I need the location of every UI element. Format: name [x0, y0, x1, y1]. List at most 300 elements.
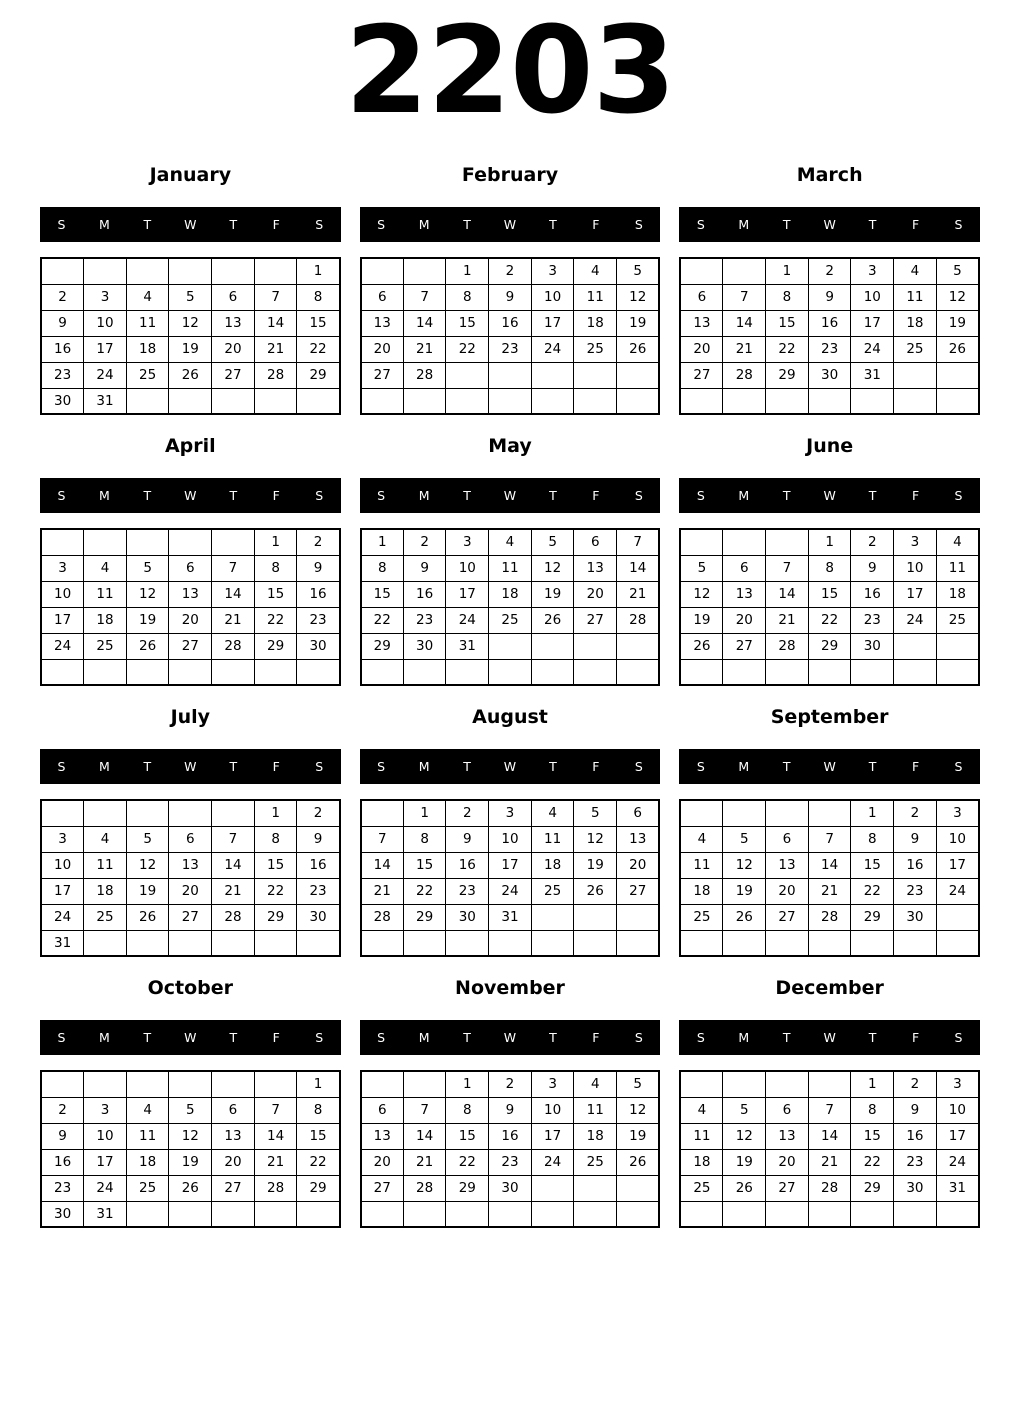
empty-day-cell: [617, 1201, 660, 1227]
empty-day-cell: [766, 529, 809, 555]
weekday-label: M: [738, 488, 750, 503]
empty-day-cell: [446, 930, 489, 956]
day-cell: 17: [851, 310, 894, 336]
weekday-label: W: [184, 759, 197, 774]
weekday-label: T: [143, 488, 152, 503]
day-cell: 7: [212, 555, 255, 581]
day-cell: 30: [297, 633, 340, 659]
days-table: [360, 528, 661, 686]
weekday-label: T: [463, 1030, 471, 1045]
months-grid: [0, 144, 1020, 1228]
weekday-label: F: [911, 488, 920, 503]
day-cell: 5: [126, 826, 169, 852]
day-cell: 1: [297, 1071, 340, 1097]
day-cell: 6: [766, 1097, 809, 1123]
day-cell: 12: [531, 555, 574, 581]
day-cell: 27: [212, 1175, 255, 1201]
day-cell: 16: [297, 581, 340, 607]
day-cell: 19: [936, 310, 979, 336]
day-cell: 20: [680, 336, 723, 362]
day-cell: 5: [126, 555, 169, 581]
day-cell: 29: [403, 904, 446, 930]
day-cell: 21: [212, 878, 255, 904]
week-row: [361, 258, 660, 284]
day-cell: 28: [403, 362, 446, 388]
day-cell: 11: [84, 581, 127, 607]
days-table: [679, 257, 980, 415]
weekday-label: S: [315, 759, 324, 774]
day-cell: 1: [446, 258, 489, 284]
day-cell: 26: [126, 633, 169, 659]
month-january: [40, 144, 341, 415]
weekday-label: S: [954, 488, 963, 503]
day-cell: 27: [723, 633, 766, 659]
day-cell: 3: [84, 1097, 127, 1123]
day-cell: 20: [169, 607, 212, 633]
week-row: [361, 826, 660, 852]
empty-day-cell: [126, 1071, 169, 1097]
empty-day-cell: [574, 1201, 617, 1227]
day-cell: 13: [212, 1123, 255, 1149]
day-cell: 8: [446, 1097, 489, 1123]
day-cell: 22: [446, 336, 489, 362]
empty-day-cell: [723, 1071, 766, 1097]
day-cell: 5: [936, 258, 979, 284]
days-table: [360, 1070, 661, 1228]
weekday-label: S: [57, 1030, 66, 1045]
day-cell: 9: [41, 1123, 84, 1149]
weekday-label: T: [782, 1030, 791, 1045]
empty-day-cell: [936, 1201, 979, 1227]
day-cell: 2: [297, 529, 340, 555]
day-cell: 13: [212, 310, 255, 336]
week-row: [680, 607, 979, 633]
empty-day-cell: [84, 659, 127, 685]
day-cell: 17: [531, 310, 574, 336]
day-cell: 25: [894, 336, 937, 362]
week-row: [361, 310, 660, 336]
empty-day-cell: [936, 362, 979, 388]
empty-day-cell: [41, 1071, 84, 1097]
day-cell: 21: [403, 336, 446, 362]
weekday-header-band: [40, 749, 341, 784]
empty-day-cell: [766, 1201, 809, 1227]
day-cell: 26: [617, 336, 660, 362]
month-title: March: [796, 164, 863, 186]
day-cell: 6: [212, 1097, 255, 1123]
day-cell: 9: [41, 310, 84, 336]
day-cell: 3: [936, 1071, 979, 1097]
empty-day-cell: [84, 930, 127, 956]
days-table: [40, 528, 341, 686]
empty-day-cell: [680, 659, 723, 685]
day-cell: 9: [894, 1097, 937, 1123]
day-cell: 23: [808, 336, 851, 362]
empty-day-cell: [617, 362, 660, 388]
day-cell: 16: [41, 1149, 84, 1175]
day-cell: 8: [254, 555, 297, 581]
empty-day-cell: [723, 659, 766, 685]
day-cell: 6: [169, 555, 212, 581]
day-cell: 11: [84, 852, 127, 878]
day-cell: 7: [808, 1097, 851, 1123]
week-row: [41, 284, 340, 310]
week-row: [361, 800, 660, 826]
day-cell: 6: [617, 800, 660, 826]
empty-day-cell: [723, 800, 766, 826]
empty-day-cell: [766, 800, 809, 826]
empty-day-cell: [808, 800, 851, 826]
weekday-label: M: [99, 488, 110, 503]
day-cell: 30: [894, 904, 937, 930]
day-cell: 21: [723, 336, 766, 362]
week-row: [361, 878, 660, 904]
day-cell: 24: [936, 1149, 979, 1175]
day-cell: 16: [403, 581, 446, 607]
day-cell: 14: [254, 1123, 297, 1149]
day-cell: 30: [41, 388, 84, 414]
day-cell: 26: [723, 1175, 766, 1201]
week-row: [41, 607, 340, 633]
weekday-label: W: [503, 488, 517, 503]
day-cell: 19: [126, 607, 169, 633]
day-cell: 27: [361, 362, 404, 388]
empty-day-cell: [361, 930, 404, 956]
month-title: August: [472, 706, 548, 728]
day-cell: 10: [41, 852, 84, 878]
week-row: [361, 581, 660, 607]
day-cell: 25: [574, 1149, 617, 1175]
day-cell: 15: [254, 852, 297, 878]
day-cell: 20: [723, 607, 766, 633]
empty-day-cell: [766, 930, 809, 956]
empty-day-cell: [212, 258, 255, 284]
empty-day-cell: [254, 1071, 297, 1097]
day-cell: 8: [766, 284, 809, 310]
week-row: [361, 362, 660, 388]
day-cell: 20: [169, 878, 212, 904]
day-cell: 28: [808, 1175, 851, 1201]
weekday-label: W: [503, 1030, 517, 1045]
day-cell: 1: [254, 529, 297, 555]
weekday-header-band: [40, 1020, 341, 1055]
day-cell: 12: [126, 581, 169, 607]
days-table: [679, 799, 980, 957]
month-title: May: [488, 435, 532, 457]
weekday-header-band: [679, 207, 980, 242]
weekday-label: T: [549, 488, 557, 503]
empty-day-cell: [297, 388, 340, 414]
empty-day-cell: [84, 800, 127, 826]
day-cell: 5: [617, 1071, 660, 1097]
empty-day-cell: [723, 529, 766, 555]
day-cell: 23: [297, 607, 340, 633]
day-cell: 1: [361, 529, 404, 555]
days-table: [360, 257, 661, 415]
day-cell: 28: [808, 904, 851, 930]
empty-day-cell: [894, 659, 937, 685]
empty-day-cell: [212, 1201, 255, 1227]
empty-day-cell: [936, 904, 979, 930]
week-row: [680, 581, 979, 607]
day-cell: 1: [297, 258, 340, 284]
day-cell: 4: [680, 1097, 723, 1123]
day-cell: 29: [254, 904, 297, 930]
empty-day-cell: [126, 659, 169, 685]
weekday-label: F: [272, 488, 280, 503]
empty-day-cell: [489, 1201, 532, 1227]
week-row: [680, 904, 979, 930]
day-cell: 3: [894, 529, 937, 555]
week-row: [361, 336, 660, 362]
day-cell: 18: [936, 581, 979, 607]
weekday-label: M: [99, 1030, 110, 1045]
day-cell: 22: [361, 607, 404, 633]
empty-day-cell: [680, 529, 723, 555]
day-cell: 15: [766, 310, 809, 336]
day-cell: 14: [808, 852, 851, 878]
weekday-label: M: [99, 759, 110, 774]
day-cell: 6: [361, 1097, 404, 1123]
day-cell: 10: [936, 826, 979, 852]
empty-day-cell: [212, 930, 255, 956]
empty-day-cell: [723, 258, 766, 284]
week-row: [41, 904, 340, 930]
day-cell: 5: [723, 1097, 766, 1123]
empty-day-cell: [361, 258, 404, 284]
day-cell: 19: [617, 310, 660, 336]
day-cell: 15: [446, 1123, 489, 1149]
day-cell: 29: [254, 633, 297, 659]
day-cell: 29: [446, 1175, 489, 1201]
day-cell: 17: [84, 336, 127, 362]
week-row: [41, 1149, 340, 1175]
day-cell: 19: [723, 1149, 766, 1175]
day-cell: 3: [446, 529, 489, 555]
weekday-label: M: [418, 217, 430, 232]
weekday-header-band: [40, 478, 341, 513]
day-cell: 12: [617, 284, 660, 310]
day-cell: 4: [84, 555, 127, 581]
weekday-header-band: [40, 207, 341, 242]
day-cell: 20: [617, 852, 660, 878]
week-row: [680, 284, 979, 310]
empty-day-cell: [169, 930, 212, 956]
weekday-header-band: [360, 207, 661, 242]
day-cell: 29: [851, 904, 894, 930]
day-cell: 22: [851, 1149, 894, 1175]
day-cell: 26: [723, 904, 766, 930]
empty-day-cell: [723, 1201, 766, 1227]
empty-day-cell: [254, 388, 297, 414]
day-cell: 14: [254, 310, 297, 336]
weekday-label: M: [738, 217, 750, 232]
week-row: [41, 388, 340, 414]
day-cell: 30: [403, 633, 446, 659]
day-cell: 3: [41, 555, 84, 581]
empty-day-cell: [894, 633, 937, 659]
day-cell: 7: [403, 1097, 446, 1123]
month-title: January: [149, 164, 232, 186]
empty-day-cell: [531, 904, 574, 930]
day-cell: 24: [41, 633, 84, 659]
day-cell: 4: [126, 1097, 169, 1123]
weekday-label: F: [272, 1030, 280, 1045]
empty-day-cell: [489, 659, 532, 685]
day-cell: 20: [361, 1149, 404, 1175]
day-cell: 29: [297, 362, 340, 388]
weekday-label: S: [954, 217, 963, 232]
day-cell: 2: [297, 800, 340, 826]
weekday-label: S: [696, 488, 705, 503]
empty-day-cell: [169, 258, 212, 284]
day-cell: 28: [617, 607, 660, 633]
day-cell: 4: [936, 529, 979, 555]
day-cell: 4: [126, 284, 169, 310]
empty-day-cell: [403, 930, 446, 956]
day-cell: 24: [936, 878, 979, 904]
week-row: [680, 1149, 979, 1175]
month-march: [679, 144, 980, 415]
empty-day-cell: [361, 800, 404, 826]
empty-day-cell: [297, 659, 340, 685]
day-cell: 30: [808, 362, 851, 388]
week-row: [680, 362, 979, 388]
day-cell: 18: [894, 310, 937, 336]
day-cell: 9: [489, 284, 532, 310]
week-row: [361, 1071, 660, 1097]
day-cell: 7: [212, 826, 255, 852]
weekday-label: S: [315, 488, 324, 503]
day-cell: 21: [617, 581, 660, 607]
empty-day-cell: [169, 800, 212, 826]
empty-day-cell: [617, 1175, 660, 1201]
day-cell: 30: [41, 1201, 84, 1227]
day-cell: 1: [851, 1071, 894, 1097]
weekday-label: T: [549, 1030, 557, 1045]
empty-day-cell: [41, 659, 84, 685]
day-cell: 16: [894, 852, 937, 878]
week-row: [41, 1175, 340, 1201]
month-title: November: [455, 977, 565, 999]
weekday-label: T: [782, 759, 791, 774]
day-cell: 9: [297, 826, 340, 852]
month-title: October: [147, 977, 234, 999]
day-cell: 13: [617, 826, 660, 852]
day-cell: 3: [41, 826, 84, 852]
empty-day-cell: [531, 1201, 574, 1227]
day-cell: 16: [297, 852, 340, 878]
day-cell: 5: [680, 555, 723, 581]
day-cell: 28: [212, 904, 255, 930]
day-cell: 2: [851, 529, 894, 555]
empty-day-cell: [766, 1071, 809, 1097]
weekday-label: T: [229, 1030, 238, 1045]
day-cell: 4: [489, 529, 532, 555]
weekday-label: S: [696, 217, 705, 232]
empty-day-cell: [254, 1201, 297, 1227]
day-cell: 3: [531, 1071, 574, 1097]
empty-day-cell: [617, 930, 660, 956]
day-cell: 18: [574, 310, 617, 336]
day-cell: 26: [531, 607, 574, 633]
day-cell: 22: [403, 878, 446, 904]
day-cell: 10: [936, 1097, 979, 1123]
empty-day-cell: [531, 659, 574, 685]
empty-day-cell: [212, 659, 255, 685]
empty-day-cell: [680, 800, 723, 826]
day-cell: 12: [126, 852, 169, 878]
day-cell: 15: [403, 852, 446, 878]
empty-day-cell: [446, 659, 489, 685]
weekday-label: S: [696, 1030, 705, 1045]
day-cell: 13: [680, 310, 723, 336]
week-row: [680, 388, 979, 414]
day-cell: 23: [297, 878, 340, 904]
day-cell: 17: [936, 852, 979, 878]
day-cell: 17: [489, 852, 532, 878]
day-cell: 13: [169, 581, 212, 607]
day-cell: 8: [254, 826, 297, 852]
week-row: [41, 852, 340, 878]
month-title: June: [806, 435, 854, 457]
day-cell: 25: [680, 1175, 723, 1201]
day-cell: 19: [574, 852, 617, 878]
day-cell: 8: [361, 555, 404, 581]
day-cell: 5: [169, 284, 212, 310]
weekday-label: S: [634, 488, 643, 503]
day-cell: 10: [489, 826, 532, 852]
day-cell: 20: [212, 336, 255, 362]
weekday-label: W: [184, 1030, 197, 1045]
day-cell: 7: [766, 555, 809, 581]
week-row: [361, 555, 660, 581]
day-cell: 21: [254, 336, 297, 362]
day-cell: 3: [531, 258, 574, 284]
day-cell: 12: [723, 852, 766, 878]
empty-day-cell: [446, 1201, 489, 1227]
weekday-label: T: [229, 217, 238, 232]
week-row: [41, 800, 340, 826]
month-december: [679, 957, 980, 1228]
weekday-label: W: [823, 488, 836, 503]
weekday-label: T: [463, 759, 471, 774]
day-cell: 22: [851, 878, 894, 904]
weekday-header-band: [360, 1020, 661, 1055]
day-cell: 10: [446, 555, 489, 581]
day-cell: 9: [446, 826, 489, 852]
day-cell: 19: [169, 1149, 212, 1175]
empty-day-cell: [403, 659, 446, 685]
empty-day-cell: [723, 930, 766, 956]
day-cell: 21: [254, 1149, 297, 1175]
day-cell: 2: [808, 258, 851, 284]
day-cell: 9: [894, 826, 937, 852]
weekday-header-band: [360, 478, 661, 513]
empty-day-cell: [361, 1201, 404, 1227]
day-cell: 11: [126, 1123, 169, 1149]
week-row: [680, 555, 979, 581]
day-cell: 12: [617, 1097, 660, 1123]
day-cell: 30: [446, 904, 489, 930]
day-cell: 20: [212, 1149, 255, 1175]
weekday-label: F: [911, 217, 920, 232]
day-cell: 15: [446, 310, 489, 336]
empty-day-cell: [680, 1201, 723, 1227]
day-cell: 24: [84, 1175, 127, 1201]
day-cell: 23: [851, 607, 894, 633]
empty-day-cell: [361, 1071, 404, 1097]
